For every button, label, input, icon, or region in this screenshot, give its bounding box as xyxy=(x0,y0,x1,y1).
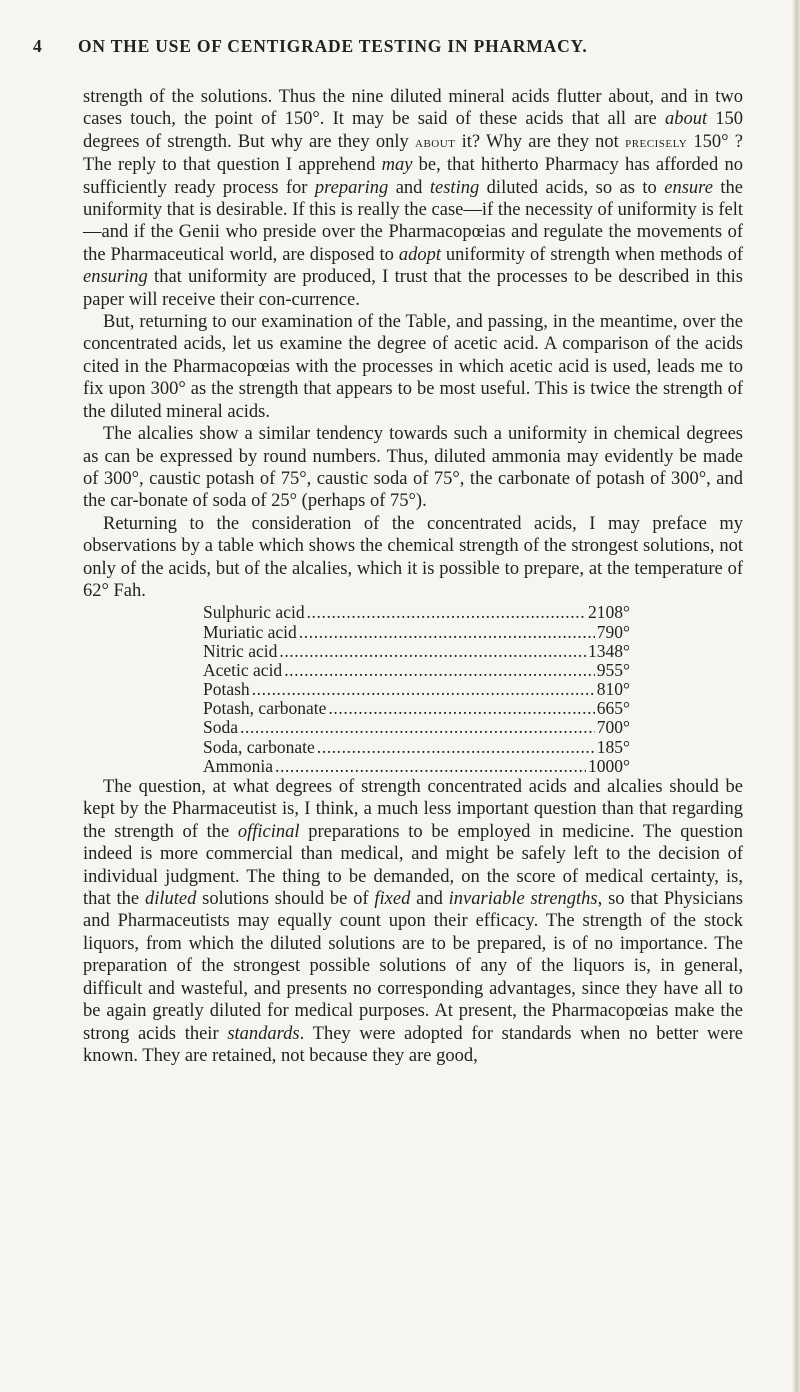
strength-table xyxy=(203,603,630,776)
table-row: Potash, carbonate ..... 665° xyxy=(203,699,630,718)
table-row: Ammonia ..... 1000° xyxy=(203,757,630,776)
paragraph-2: But, returning to our examination of the Table, and passing, in the meantime, over the concentrated acids, let us examine the degree of acetic acid. A comparison of the acids cited in the Pharmacopœias with the processes in which acetic acid is used, leads me to fix upon 300° as the strength that appears to be most useful. This is twice the strength of the diluted mineral acids. xyxy=(83,312,743,422)
table-row: Soda, carbonate ..... 185° xyxy=(203,738,630,757)
table-row: Potash ..... 810° xyxy=(203,680,630,699)
page-number: 4 xyxy=(33,36,43,56)
paragraph-5: The question, at what degrees of strength concentrated acids and alcalies should be kept by the Pharmaceutist is, I think, a much less important question than that regarding the strength of the officinal preparations to be employed in medicine. The question indeed is more commercial than medical, and might be safely left to the decision of individual judgment. The thing to be demanded, on the score of medical certainty, is, that the diluted solutions should be of fixed and invariable strengths, so that Physicians and Pharmaceutists may equally count upon their efficacy. The strength of the stock liquors, from which the diluted solutions are to be prepared, is of no importance. The preparation of the strongest possible solutions of any of the liquors is, in general, difficult and wasteful, and presents no corresponding advantages, since they have all to be again greatly diluted for medical purposes. At present, the Pharmacopœias make the strong acids their standards. They were adopted for standards when no better were known. They are retained, not because they are good, xyxy=(83,777,743,1066)
table-row: Sulphuric acid ..... 2108° xyxy=(203,603,630,622)
paragraph-3: The alcalies show a similar tendency towards such a uniformity in chemical degrees as can be expressed by round numbers. Thus, diluted ammonia may evidently be made of 300°, caustic potash of 75°, caustic soda of 75°, the carbonate of potash of 300°, and the car-bonate of soda of 25° (perhaps of 75°). xyxy=(83,424,743,512)
paragraph-4: Returning to the consideration of the concentrated acids, I may preface my observations by a table which shows the chemical strength of the strongest solutions, not only of the acids, but of the alcalies, which it is possible to prepare, at the temperature of 62° Fah. xyxy=(83,513,743,601)
page-edge xyxy=(792,0,800,1392)
table-row: Nitric acid ..... 1348° xyxy=(203,642,630,661)
running-head xyxy=(33,36,773,60)
page-header-title: ON THE USE OF CENTIGRADE TESTING IN PHARMACY. xyxy=(78,36,588,56)
table-row: Muriatic acid ..... 790° xyxy=(203,623,630,642)
body-text xyxy=(83,86,743,1067)
table-row: Acetic acid ..... 955° xyxy=(203,661,630,680)
paragraph-1: strength of the solutions. Thus the nine diluted mineral acids flutter about, and in two cases touch, the point of 150°. It may be said of these acids that all are about 150 degrees of strength. But why are they only about it? Why are they not precisely 150° ? The reply to that question I apprehend may be, that hitherto Pharmacy has afforded no sufficiently ready process for preparing and testing diluted acids, so as to ensure the uniformity that is desirable. If this is really the case—if the necessity of uniformity is felt—and if the Genii who preside over the Pharmacopœias and regulate the movements of the Pharmaceutical world, are disposed to adopt uniformity of strength when methods of ensuring that uniformity are produced, I trust that the processes to be described in this paper will receive their con-currence. xyxy=(83,87,744,310)
table-row: Soda ..... 700° xyxy=(203,718,630,737)
